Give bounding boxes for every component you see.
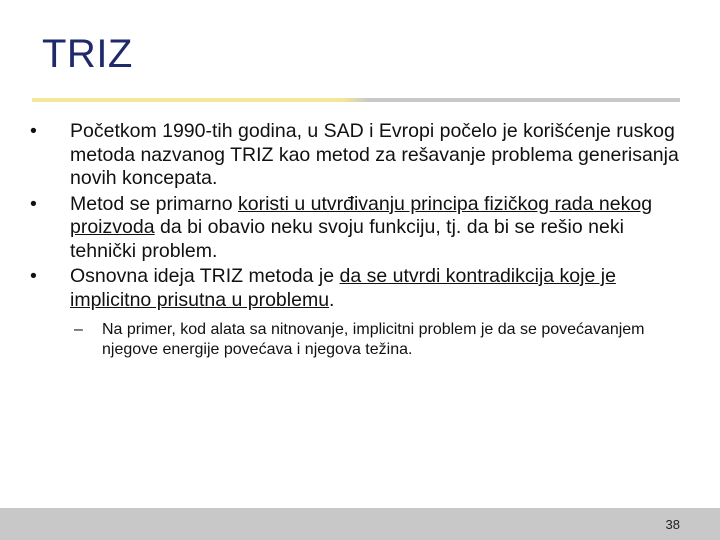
bullet-text: . [329,288,335,311]
slide-content [30,120,690,360]
title-divider [32,98,680,102]
bullet-list [30,120,690,312]
underlined-phrase: da se utvrdi kontradikcija koje je implicitno prisutna u problemu [70,265,616,311]
bullet-text: da bi obavio neku svoju funkciju, tj. da bi se rešio neki tehnički problem. [70,216,624,262]
bullet-item [30,120,690,191]
slide-title: TRIZ [42,32,133,76]
sub-bullet-item: – Na primer, kod alata sa nitnovanje, implicitni problem je da se povećavanjem njegove energije povećava i njegova težina. [30,320,690,360]
underlined-phrase: koristi u utvrđivanju principa fizičkog rada nekog proizvoda [70,192,653,238]
bullet-text: Početkom 1990-tih godina, u SAD i Evropi počelo je korišćenje ruskog metoda nazvanog TRIZ kao metod za rešavanje problema generisanja novih koncepata. [70,120,679,189]
bullet-text: Metod se primarno [70,192,238,215]
sub-bullet-list [30,320,690,360]
bullet-text: Osnovna ideja TRIZ metoda je [70,265,340,287]
page-number: 38 [665,517,680,532]
bullet-item [30,265,690,312]
bullet-item [30,193,690,264]
footer-bar [0,508,720,540]
